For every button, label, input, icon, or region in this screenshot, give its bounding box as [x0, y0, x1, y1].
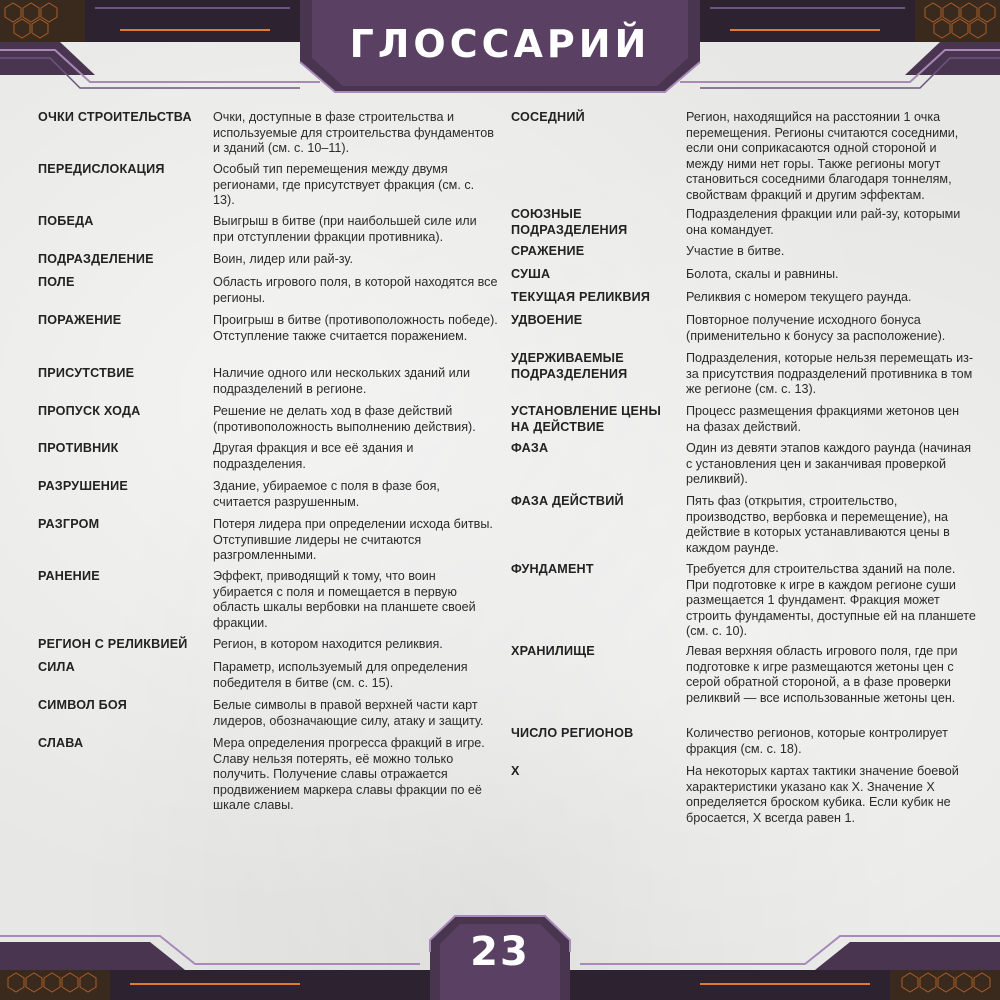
glossary-definition: Регион, находящийся на расстоянии 1 очка перемещения. Регионы считаются соседними, если они соприкасаются одной стороной и между ними нет горы. Также регионы могут становиться соседними благодаря тоннелям, свойствам фракций и другим эффектам. — [686, 110, 959, 202]
footer-banner — [0, 912, 1000, 1000]
glossary-definition: Болота, скалы и равнины. — [686, 267, 839, 281]
glossary-term: СИЛА — [38, 660, 75, 674]
glossary-definition: Особый тип перемещения между двумя регионами, где присутствует фракция (см. с. 13). — [213, 162, 475, 208]
glossary-term: СОЮЗНЫЕ ПОДРАЗДЕЛЕНИЯ — [511, 207, 628, 237]
glossary-term: Х — [511, 764, 520, 778]
glossary-term: ОЧКИ СТРОИТЕЛЬСТВА — [38, 110, 192, 124]
glossary-term: ПОЛЕ — [38, 275, 75, 289]
glossary-term: ТЕКУЩАЯ РЕЛИКВИЯ — [511, 290, 651, 304]
glossary-definition: Участие в битве. — [686, 244, 785, 258]
page-title: ГЛОССАРИЙ — [349, 22, 651, 66]
glossary-definition: Эффект, приводящий к тому, что воин убирается с поля и помещается в первую область шкалы вербовки на планшете своей фракции. — [213, 569, 476, 630]
glossary-definition: Решение не делать ход в фазе действий (противоположность выполнению действия). — [213, 404, 476, 434]
glossary-term: РЕГИОН С РЕЛИКВИЕЙ — [38, 637, 188, 651]
glossary-definition: Левая верхняя область игрового поля, где при подготовке к игре размещаются жетоны цен с серой обратной стороной, а в фазе проверки реликвий — все использованные жетоны цен. — [686, 644, 958, 705]
glossary-term: ПЕРЕДИСЛОКАЦИЯ — [38, 162, 165, 176]
glossary-term: ЧИСЛО РЕГИОНОВ — [511, 726, 634, 740]
glossary-term: РАЗРУШЕНИЕ — [38, 479, 128, 493]
glossary-definition: Выигрыш в битве (при наибольшей силе или при отступлении фракции противника). — [213, 214, 477, 244]
glossary-definition: Очки, доступные в фазе строительства и используемые для строительства фундаментов и зданий (см. с. 10–11). — [213, 110, 494, 156]
glossary-term: РАЗГРОМ — [38, 517, 100, 531]
glossary-term: ФАЗА — [511, 441, 549, 455]
glossary-definition: Регион, в котором находится реликвия. — [213, 637, 443, 651]
glossary-definition: Область игрового поля, в которой находятся все регионы. — [213, 275, 498, 305]
glossary-term: ПОБЕДА — [38, 214, 94, 228]
glossary-definition: Воин, лидер или рай-зу. — [213, 252, 353, 266]
glossary-definition: Повторное получение исходного бонуса (применительно к бонусу за расположение). — [686, 313, 946, 343]
glossary-definition: Здание, убираемое с поля в фазе боя, считается разрушенным. — [213, 479, 440, 509]
glossary-definition: Реликвия с номером текущего раунда. — [686, 290, 912, 304]
glossary-definition: Белые символы в правой верхней части карт лидеров, обозначающие силу, атаку и защиту. — [213, 698, 484, 728]
glossary-term: ПРОТИВНИК — [38, 441, 119, 455]
header-banner — [0, 0, 1000, 95]
glossary-term: РАНЕНИЕ — [38, 569, 100, 583]
page-number: 23 — [470, 929, 530, 975]
glossary-term: ХРАНИЛИЩЕ — [511, 644, 595, 658]
glossary-term: УСТАНОВЛЕНИЕ ЦЕНЫ НА ДЕЙСТВИЕ — [511, 404, 661, 434]
glossary-term: ПРОПУСК ХОДА — [38, 404, 141, 418]
glossary-definition: Один из девяти этапов каждого раунда (начиная с установления цен и заканчивая проверкой реликвий). — [686, 441, 972, 487]
glossary-definition: Подразделения, которые нельзя перемещать из-за присутствия подразделений противника в том же регионе (см. с. 13). — [686, 351, 974, 397]
glossary-term: СИМВОЛ БОЯ — [38, 698, 127, 712]
glossary-definition: Процесс размещения фракциями жетонов цен на фазах действий. — [686, 404, 960, 434]
glossary-definition: Проигрыш в битве (противоположность победе). Отступление также считается поражением. — [213, 313, 498, 343]
glossary-term: УДЕРЖИВАЕМЫЕ ПОДРАЗДЕЛЕНИЯ — [511, 351, 628, 381]
glossary-term: ПОРАЖЕНИЕ — [38, 313, 122, 327]
glossary-term: ПОДРАЗДЕЛЕНИЕ — [38, 252, 154, 266]
glossary-term: СЛАВА — [38, 736, 84, 750]
glossary-definition: Количество регионов, которые контролирует фракция (см. с. 18). — [686, 726, 948, 756]
glossary-term: УДВОЕНИЕ — [511, 313, 583, 327]
glossary-definition: Требуется для строительства зданий на поле. При подготовке к игре в каждом регионе суши размещается 1 фундамент. Фракция может строить фундаменты, доступные ей на планшете (см. с. 10). — [686, 562, 976, 639]
glossary-definition: На некоторых картах тактики значение боевой характеристики указано как Х. Значение Х определяется броском кубика. Если кубик не бросается, Х всегда равен 1. — [686, 764, 959, 825]
glossary-definition: Потеря лидера при определении исхода битвы. Отступившие лидеры не считаются разгромленными. — [213, 517, 493, 563]
glossary-term: ПРИСУТСТВИЕ — [38, 366, 135, 380]
glossary-definition: Подразделения фракции или рай-зу, которыми она командует. — [686, 207, 961, 237]
glossary-term: СОСЕДНИЙ — [511, 110, 585, 124]
glossary-definition: Наличие одного или нескольких зданий или подразделений в регионе. — [213, 366, 471, 396]
glossary-term: СРАЖЕНИЕ — [511, 244, 585, 258]
glossary-term: ФУНДАМЕНТ — [511, 562, 594, 576]
glossary-definition: Параметр, используемый для определения победителя в битве (см. с. 15). — [213, 660, 468, 690]
glossary-definition: Мера определения прогресса фракций в игре. Славу нельзя потерять, её можно только получить. Получение славы отражается продвижением маркера славы фракции по её шкале славы. — [213, 736, 485, 813]
glossary-definition: Другая фракция и все её здания и подразделения. — [213, 441, 414, 471]
glossary-term: СУША — [511, 267, 551, 281]
glossary-term: ФАЗА ДЕЙСТВИЙ — [511, 494, 624, 508]
glossary-definition: Пять фаз (открытия, строительство, производство, вербовка и перемещение), на действие в которых устанавливаются цены в каждом раунде. — [686, 494, 950, 555]
